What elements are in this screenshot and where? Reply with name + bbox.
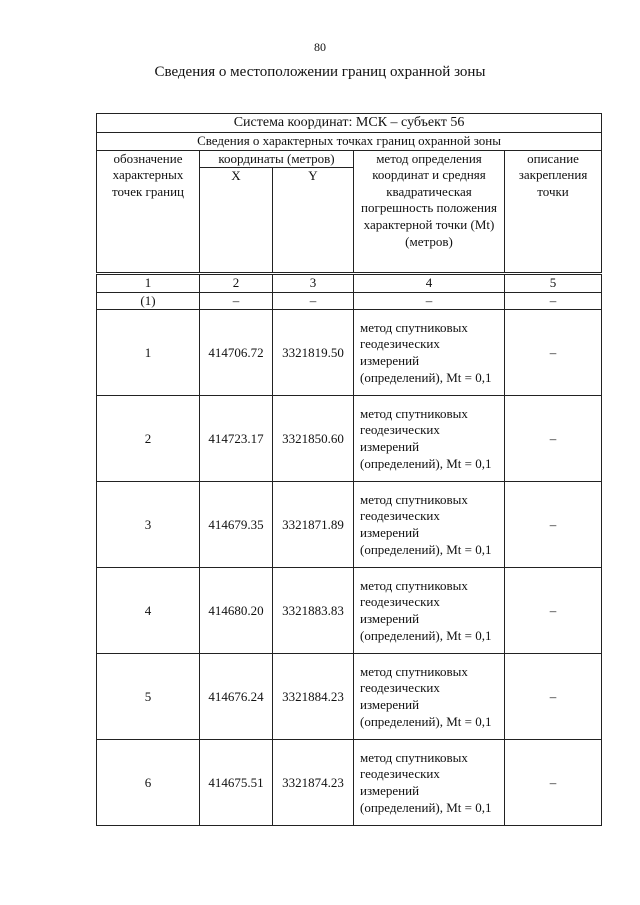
x-coordinate: 414680.20: [200, 568, 273, 654]
section-title-cell: Сведения о характерных точках границ охранной зоны: [97, 132, 602, 150]
method-description: метод спутниковых геодезических измерений (определений), Mt = 0,1: [354, 482, 505, 568]
y-coordinate: 3321871.89: [273, 482, 354, 568]
x-coordinate: 414675.51: [200, 740, 273, 826]
method-description: метод спутниковых геодезических измерений (определений), Mt = 0,1: [354, 740, 505, 826]
column-number-5: 5: [505, 274, 602, 293]
fixation-description: –: [505, 396, 602, 482]
header-x: X: [200, 168, 273, 274]
y-coordinate: 3321874.23: [273, 740, 354, 826]
table-row: [97, 396, 602, 482]
y-coordinate: 3321819.50: [273, 310, 354, 396]
header-method: метод определения координат и средняя квадратическая погрешность положения характерной точки (Mt) (метров): [354, 150, 505, 274]
header-description: описание закрепления точки: [505, 150, 602, 274]
y-coordinate: 3321850.60: [273, 396, 354, 482]
document-title: Сведения о местоположении границ охранной зоны: [154, 64, 486, 80]
y-coordinate: 3321883.83: [273, 568, 354, 654]
x-coordinate: 414676.24: [200, 654, 273, 740]
point-number: 4: [97, 568, 200, 654]
fixation-description: –: [505, 310, 602, 396]
method-description: метод спутниковых геодезических измерений (определений), Mt = 0,1: [354, 310, 505, 396]
fixation-description: –: [505, 482, 602, 568]
fixation-description: –: [505, 740, 602, 826]
fixation-description: –: [505, 654, 602, 740]
dash-cell: –: [354, 292, 505, 310]
point-number: 5: [97, 654, 200, 740]
x-coordinate: 414723.17: [200, 396, 273, 482]
table-row: [97, 482, 602, 568]
point-number: 1: [97, 310, 200, 396]
header-coordinates: координаты (метров): [200, 150, 354, 168]
x-coordinate: 414679.35: [200, 482, 273, 568]
x-coordinate: 414706.72: [200, 310, 273, 396]
point-number: 6: [97, 740, 200, 826]
column-number-2: 2: [200, 274, 273, 293]
method-description: метод спутниковых геодезических измерений (определений), Mt = 0,1: [354, 396, 505, 482]
point-number: 3: [97, 482, 200, 568]
method-description: метод спутниковых геодезических измерений (определений), Mt = 0,1: [354, 568, 505, 654]
table-row: [97, 310, 602, 396]
page-number: 80: [314, 40, 326, 54]
contour-label: (1): [97, 292, 200, 310]
fixation-description: –: [505, 568, 602, 654]
column-number-1: 1: [97, 274, 200, 293]
table-row: [97, 568, 602, 654]
dash-cell: –: [273, 292, 354, 310]
dash-cell: –: [200, 292, 273, 310]
method-description: метод спутниковых геодезических измерений (определений), Mt = 0,1: [354, 654, 505, 740]
dash-cell: –: [505, 292, 602, 310]
boundary-points-table: [96, 113, 602, 826]
table-row: [97, 740, 602, 826]
point-number: 2: [97, 396, 200, 482]
y-coordinate: 3321884.23: [273, 654, 354, 740]
header-y: Y: [273, 168, 354, 274]
table-row: [97, 654, 602, 740]
header-designation: обозначение характерных точек границ: [97, 150, 200, 274]
coordinate-system-cell: Система координат: МСК – субъект 56: [97, 114, 602, 133]
column-number-3: 3: [273, 274, 354, 293]
column-number-4: 4: [354, 274, 505, 293]
